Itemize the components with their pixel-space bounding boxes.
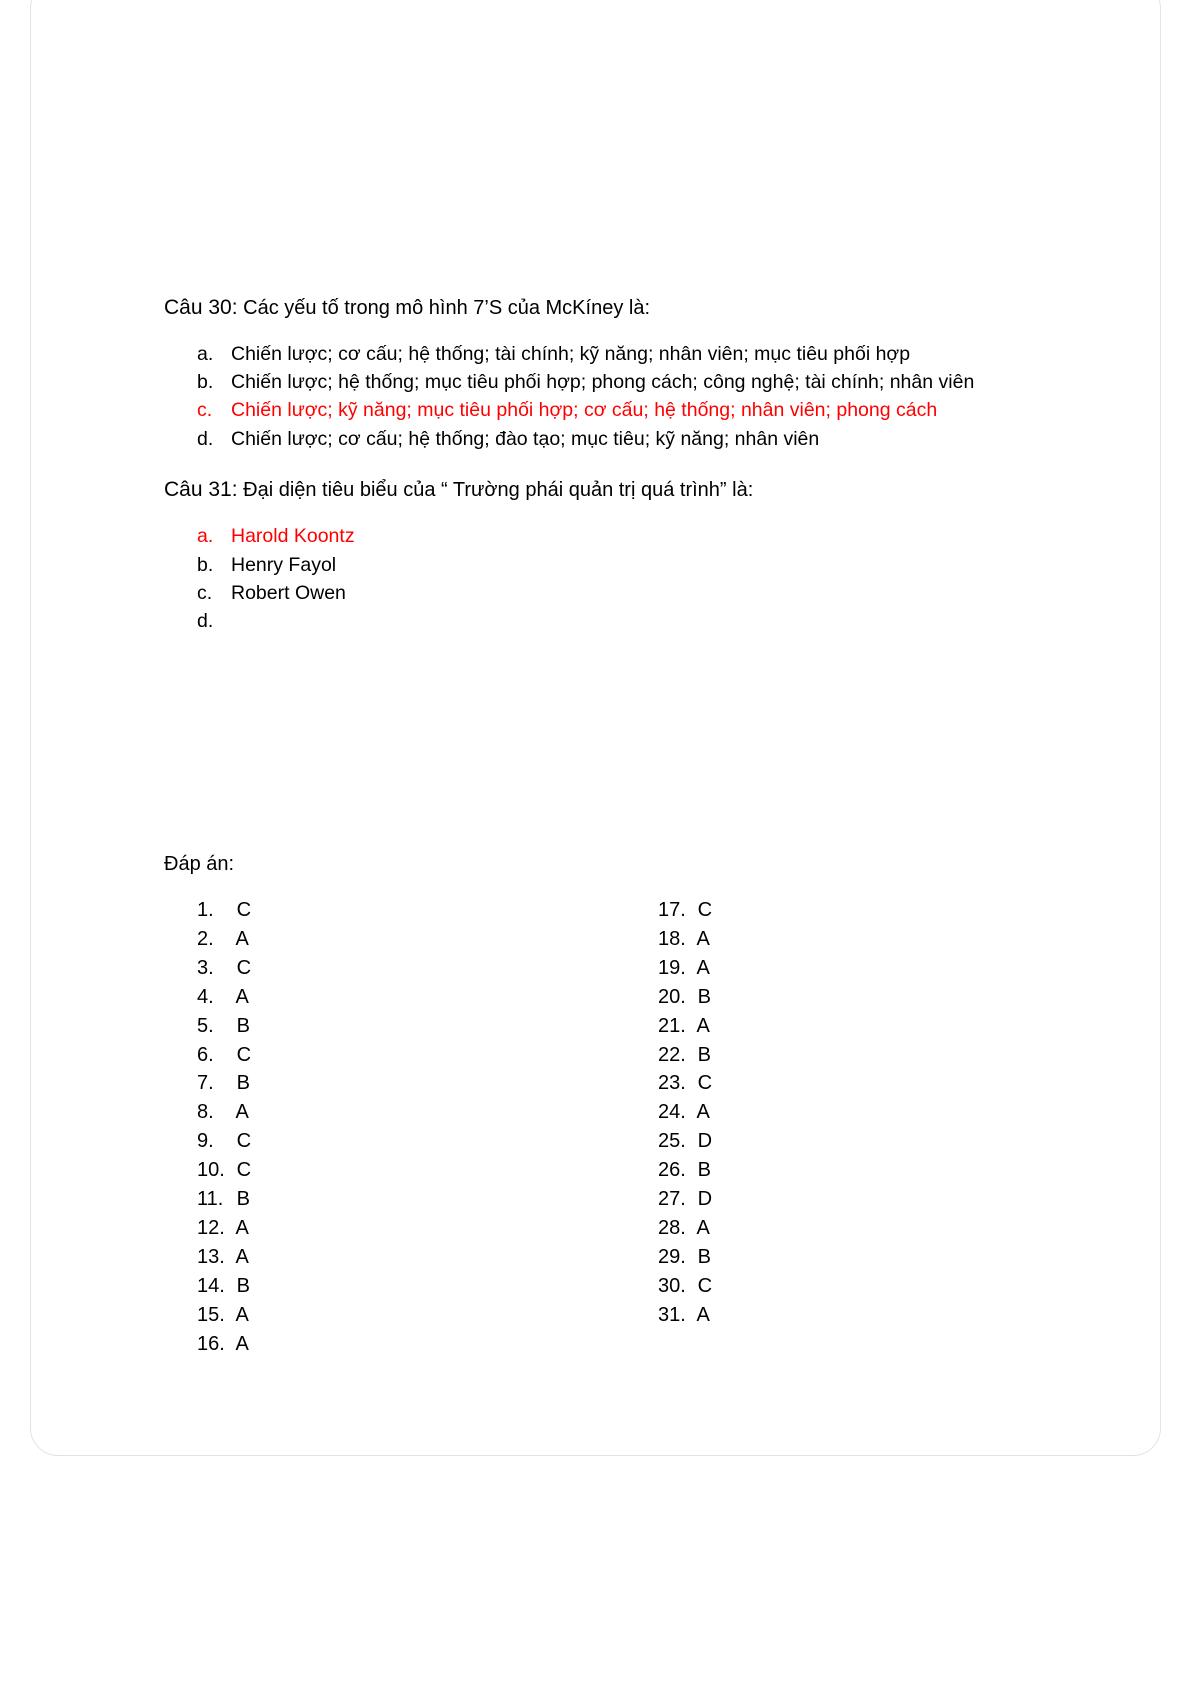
- answer-row: [658, 985, 711, 1009]
- option-text: Chiến lược; cơ cấu; hệ thống; đào tạo; mục tiêu; kỹ năng; nhân viên: [231, 428, 820, 450]
- answer-row: [658, 1043, 711, 1067]
- answer-number: 18.: [658, 927, 686, 950]
- answer-letter: C: [236, 1130, 252, 1153]
- answer-number: 16.: [197, 1332, 225, 1355]
- answer-row: [197, 956, 251, 980]
- question-30-option-c-correct: [197, 398, 937, 422]
- option-text: Chiến lược; hệ thống; mục tiêu phối hợp; phong cách; công nghệ; tài chính; nhân viên: [231, 371, 975, 393]
- answer-letter: D: [697, 1130, 713, 1153]
- answer-key-title: Đáp án:: [164, 853, 235, 875]
- option-letter: a.: [197, 343, 214, 365]
- question-30-option-b: [197, 370, 974, 394]
- answer-number: 22.: [658, 1043, 686, 1066]
- question-30-number: Câu 30:: [164, 296, 238, 319]
- answer-letter: B: [236, 1072, 250, 1095]
- answer-row: [197, 1332, 249, 1356]
- answer-number: 17.: [658, 899, 686, 921]
- answer-number: 6.: [197, 1043, 214, 1066]
- option-letter: b.: [197, 554, 214, 576]
- question-31-option-c: [197, 581, 346, 605]
- answer-letter: A: [235, 1216, 249, 1239]
- answer-row: [197, 985, 249, 1009]
- answer-row: [197, 1129, 251, 1153]
- answer-letter: B: [236, 1274, 250, 1297]
- answer-row: [658, 1071, 712, 1095]
- option-letter: c.: [197, 399, 213, 421]
- question-31-option-b: [197, 553, 336, 577]
- answer-number: 11.: [197, 1188, 224, 1210]
- answer-row: [658, 898, 712, 922]
- answer-letter: C: [697, 1274, 713, 1297]
- answer-letter: B: [236, 1014, 250, 1037]
- answer-number: 30.: [658, 1274, 686, 1297]
- answer-letter: D: [697, 1188, 713, 1210]
- option-letter: a.: [197, 525, 214, 547]
- answer-letter: B: [697, 1043, 711, 1066]
- answer-row: [197, 1043, 251, 1067]
- question-30-text: Các yếu tố trong mô hình 7’S của McKíney là:: [243, 297, 650, 319]
- option-letter: d.: [197, 610, 214, 632]
- answer-number: 2.: [197, 927, 214, 950]
- answer-number: 14.: [197, 1274, 225, 1297]
- answer-row: [197, 1100, 249, 1124]
- answer-letter: A: [235, 1245, 249, 1268]
- answer-number: 24.: [658, 1101, 686, 1124]
- question-30-option-a: [197, 342, 910, 366]
- answer-row: [197, 1158, 251, 1182]
- answer-letter: B: [697, 1245, 711, 1268]
- answer-number: 20.: [658, 985, 686, 1008]
- answer-number: 12.: [197, 1216, 225, 1239]
- answer-letter: A: [235, 1303, 249, 1326]
- answer-row: [197, 1274, 250, 1298]
- answer-letter: C: [236, 1159, 252, 1182]
- answer-letter: B: [697, 985, 711, 1008]
- answer-number: 28.: [658, 1216, 686, 1239]
- answer-row: [658, 927, 710, 951]
- answer-letter: C: [697, 899, 713, 921]
- answer-letter: B: [236, 1188, 250, 1210]
- answer-letter: C: [236, 1043, 252, 1066]
- answer-row: [658, 1216, 710, 1240]
- answer-number: 1.: [197, 899, 214, 921]
- answer-number: 15.: [197, 1303, 225, 1326]
- answer-row: [658, 1187, 712, 1211]
- question-31-option-a-correct: [197, 524, 355, 548]
- answer-row: [197, 898, 251, 922]
- option-letter: b.: [197, 371, 214, 393]
- answer-letter: A: [235, 927, 249, 950]
- answer-letter: A: [235, 985, 249, 1008]
- answer-number: 25.: [658, 1130, 686, 1153]
- answer-number: 13.: [197, 1245, 225, 1268]
- answer-number: 5.: [197, 1014, 214, 1037]
- option-text: Chiến lược; cơ cấu; hệ thống; tài chính; kỹ năng; nhân viên; mục tiêu phối hợp: [231, 343, 911, 365]
- answer-letter: C: [697, 1072, 713, 1095]
- answer-letter: A: [696, 1216, 710, 1239]
- option-text: Robert Owen: [231, 582, 346, 604]
- answer-row: [658, 1100, 710, 1124]
- answer-number: 9.: [197, 1130, 214, 1153]
- answer-row: [197, 1071, 250, 1095]
- answer-row: [658, 1274, 712, 1298]
- answer-number: 26.: [658, 1159, 686, 1182]
- answer-row: [197, 927, 249, 951]
- question-30-title: [164, 296, 650, 320]
- option-text: Harold Koontz: [231, 525, 355, 547]
- answer-row: [197, 1216, 249, 1240]
- answer-row: [197, 1303, 249, 1327]
- answer-number: 29.: [658, 1245, 686, 1268]
- answer-row: [658, 956, 710, 980]
- answer-row: [197, 1014, 250, 1038]
- answer-number: 7.: [197, 1072, 214, 1095]
- answer-letter: A: [235, 1332, 249, 1355]
- answer-letter: A: [235, 1101, 249, 1124]
- answer-number: 3.: [197, 956, 214, 979]
- question-31-option-d: [197, 609, 231, 633]
- question-31-number: Câu 31:: [164, 478, 238, 501]
- answer-row: [658, 1158, 711, 1182]
- answer-number: 31.: [658, 1303, 686, 1326]
- answer-letter: C: [236, 899, 252, 921]
- answer-letter: A: [696, 1101, 710, 1124]
- answer-letter: B: [697, 1159, 711, 1182]
- answer-letter: C: [236, 956, 252, 979]
- answer-letter: A: [696, 1303, 710, 1326]
- answer-letter: A: [696, 956, 710, 979]
- answer-number: 10.: [197, 1159, 225, 1182]
- answer-row: [658, 1129, 712, 1153]
- answer-number: 21.: [658, 1014, 686, 1037]
- option-text: Chiến lược; kỹ năng; mục tiêu phối hợp; cơ cấu; hệ thống; nhân viên; phong cách: [231, 399, 938, 421]
- question-30-option-d: [197, 427, 819, 451]
- question-31-text: Đại diện tiêu biểu của “ Trường phái quản trị quá trình” là:: [243, 479, 754, 501]
- option-text: Henry Fayol: [231, 554, 337, 576]
- answer-number: 19.: [658, 956, 686, 979]
- option-letter: c.: [197, 582, 213, 604]
- answer-letter: A: [696, 927, 710, 950]
- answer-row: [658, 1245, 711, 1269]
- answer-row: [658, 1014, 710, 1038]
- answer-letter: A: [696, 1014, 710, 1037]
- option-letter: d.: [197, 428, 214, 450]
- answer-number: 4.: [197, 985, 214, 1008]
- question-31-title: [164, 478, 753, 502]
- answer-row: [197, 1245, 249, 1269]
- answer-row: [197, 1187, 250, 1211]
- answer-number: 8.: [197, 1101, 214, 1124]
- answer-row: [658, 1303, 710, 1327]
- answer-number: 27.: [658, 1188, 686, 1210]
- answer-number: 23.: [658, 1072, 686, 1095]
